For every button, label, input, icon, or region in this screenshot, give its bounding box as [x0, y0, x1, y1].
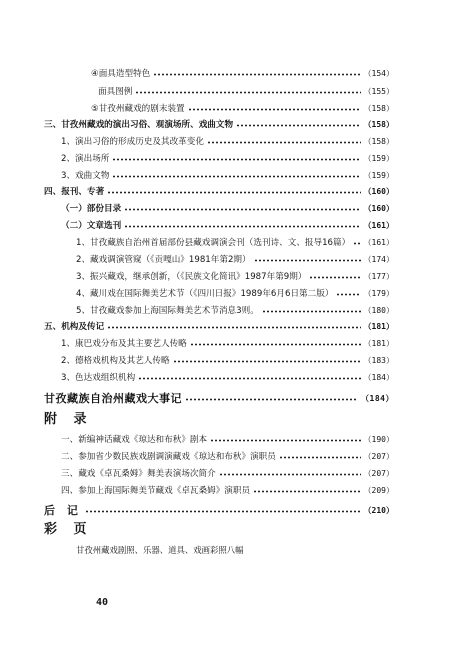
- toc-entry-page: （155）: [363, 87, 394, 96]
- toc-entry: [98, 85, 394, 99]
- toc-entry-label: 4、藏川戏在国际舞美艺术节（《四川日报》1989年6月6日第二版）: [76, 289, 334, 299]
- dot-leader: [210, 439, 360, 442]
- toc-entry-page: （190）: [363, 435, 394, 444]
- toc-chapter-heading: [44, 391, 394, 407]
- dot-leader: [124, 208, 360, 211]
- toc-entry: [76, 270, 394, 284]
- toc-entry-label: 一、新编神话藏戏《琼达和布秋》剧本: [61, 435, 208, 445]
- toc-entry-label: 2、演出场所: [61, 154, 110, 164]
- toc-entry-page: （161）: [363, 221, 394, 230]
- toc-entry-label: 面具图例: [98, 87, 133, 97]
- toc-entry-label: （二）文章选刊: [61, 221, 122, 231]
- toc-entry-label: 1、演出习俗的形成历史及其改革变化: [61, 137, 204, 147]
- toc-entry-label: 四、报刊、专著: [44, 187, 105, 197]
- dot-leader: [309, 276, 360, 279]
- toc-entry-label: 3、戏曲文物: [61, 171, 110, 181]
- toc-entry: [61, 484, 394, 498]
- toc-entry-label: 二、参加省少数民族戏剧调演藏戏《琼达和布秋》演职员: [61, 452, 276, 462]
- toc-entry-label: 5、甘孜藏戏参加上海国际舞美艺术节消息3则。: [76, 306, 259, 316]
- toc-entry-label: 四、参加上海国际舞美节藏戏《卓瓦桑姆》演职员: [61, 486, 251, 496]
- toc-entry-page: （158）: [363, 104, 394, 113]
- toc-entry-label: （一）部份目录: [61, 204, 122, 214]
- toc-entry-page: （158）: [363, 120, 394, 129]
- toc-entry-label: 2、德格戏机构及其艺人传略: [61, 356, 170, 366]
- dot-leader: [124, 225, 360, 228]
- toc-entry-page: （181）: [363, 339, 394, 348]
- toc-entry-page: （160）: [363, 187, 394, 196]
- dot-leader: [190, 343, 361, 346]
- toc-entry-page: （160）: [363, 204, 394, 213]
- toc-entry-page: （183）: [363, 356, 394, 365]
- dot-leader: [112, 175, 360, 178]
- toc-entry-label: ④面具造型特色: [91, 69, 151, 79]
- toc-entry-label: 三、甘孜州藏戏的演出习俗、观演场所、戏曲文物: [44, 120, 234, 130]
- toc-entry-page: （174）: [363, 255, 394, 264]
- dot-leader: [185, 398, 358, 401]
- toc-entry-label: 1、康巴戏分布及其主要艺人传略: [61, 339, 187, 349]
- toc-entry: [61, 354, 394, 368]
- toc-entry-page: （177）: [363, 272, 394, 281]
- toc-entry-page: （184）: [363, 373, 394, 382]
- color-plates-note: 甘孜州藏戏剧照、乐器、道具、戏画彩照八幅: [76, 545, 244, 555]
- toc-entry-page: （159）: [363, 154, 394, 163]
- toc-entry-page: （209）: [363, 486, 394, 495]
- toc-entry: [91, 102, 394, 116]
- dot-leader: [138, 377, 360, 380]
- toc-entry: [91, 67, 394, 81]
- dot-leader: [279, 456, 361, 459]
- toc-entry-page: （179）: [363, 289, 394, 298]
- dot-leader: [207, 141, 361, 144]
- dot-leader: [353, 242, 360, 245]
- toc-section-heading: [44, 185, 394, 199]
- toc-entry-page: （184）: [361, 394, 394, 403]
- toc-entry-page: （180）: [363, 306, 394, 315]
- toc-entry-page: （161）: [363, 238, 394, 247]
- toc-entry-page: （154）: [363, 69, 394, 78]
- dot-leader: [107, 326, 360, 329]
- toc-entry: [76, 253, 394, 267]
- toc-entry: [61, 135, 394, 149]
- toc-entry-label: 后 记: [44, 504, 82, 517]
- toc-chapter-heading: [44, 503, 394, 519]
- dot-leader: [219, 473, 361, 476]
- toc-entry-label: 3、振兴藏戏，继承创新，（《民族文化简讯》1987年第9期）: [76, 272, 307, 282]
- appendix-heading: 附 录: [44, 412, 93, 427]
- dot-leader: [153, 73, 360, 76]
- page-number: 40: [96, 597, 109, 608]
- toc-entry: [76, 304, 394, 318]
- toc-entry-label: 3、色达戏组织机构: [61, 373, 136, 383]
- dot-leader: [173, 360, 361, 363]
- toc-entry: [61, 337, 394, 351]
- toc-entry: [61, 202, 394, 216]
- dot-leader: [254, 259, 361, 262]
- toc-entry-page: （159）: [363, 171, 394, 180]
- toc-entry-page: （210）: [363, 506, 394, 515]
- toc-entry: [61, 371, 394, 385]
- dot-leader: [85, 510, 361, 513]
- toc-entry-page: （181）: [363, 322, 394, 331]
- toc-entry: [61, 433, 394, 447]
- toc-entry-page: （207）: [363, 469, 394, 478]
- toc-entry: [61, 219, 394, 233]
- dot-leader: [336, 293, 360, 296]
- dot-leader: [112, 158, 360, 161]
- dot-leader: [253, 490, 360, 493]
- toc-entry-label: 三、藏戏《卓瓦桑姆》舞美表演场次简介: [61, 469, 216, 479]
- toc-entry-label: ⑤甘孜州藏戏的剧末装置: [91, 104, 185, 114]
- toc-entry-label: 1、甘孜藏族自治州首届部份县藏戏调演会刊（选刊诗、文、报导16篇）: [76, 238, 351, 248]
- toc-entry-label: 甘孜藏族自治州藏戏大事记: [44, 392, 182, 405]
- toc-entry-page: （158）: [363, 137, 394, 146]
- dot-leader: [236, 124, 360, 127]
- toc-entry: [61, 467, 394, 481]
- dot-leader: [262, 310, 361, 313]
- toc-section-heading: [44, 118, 394, 132]
- toc-entry-label: 2、藏戏调演管窥（《贡嘎山》1981年第2期）: [76, 255, 251, 265]
- dot-leader: [188, 108, 361, 111]
- toc-section-heading: [44, 320, 394, 334]
- toc-entry-label: 五、机构及传记: [44, 322, 105, 332]
- dot-leader: [107, 191, 360, 194]
- toc-entry: [61, 450, 394, 464]
- toc-entry: [76, 236, 394, 250]
- dot-leader: [135, 91, 360, 94]
- toc-entry: [61, 169, 394, 183]
- color-plates-heading: 彩 页: [44, 522, 93, 537]
- toc-entry: [61, 152, 394, 166]
- toc-entry: [76, 287, 394, 301]
- toc-entry-page: （207）: [363, 452, 394, 461]
